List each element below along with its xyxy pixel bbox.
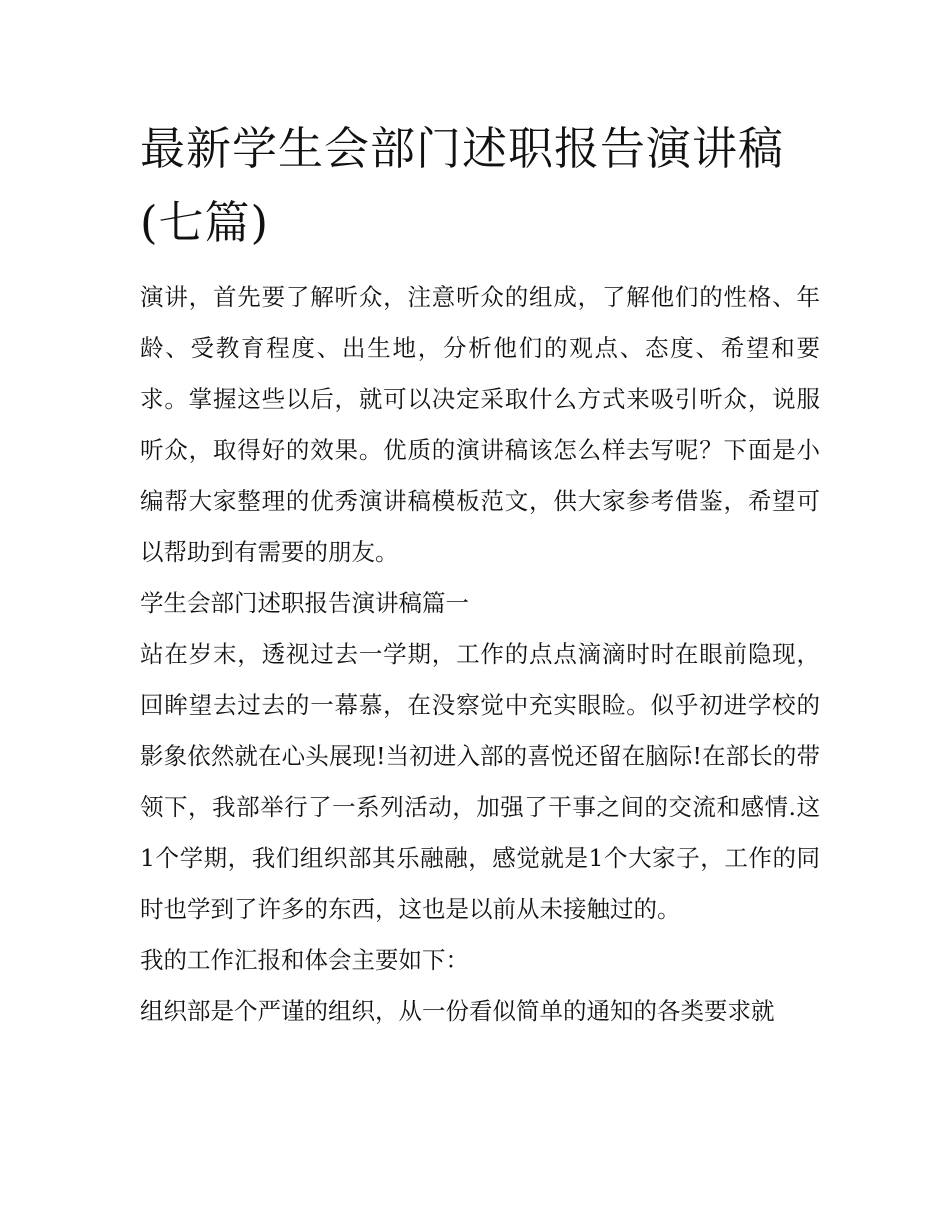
intro-paragraph: 演讲，首先要了解听众，注意听众的组成，了解他们的性格、年龄、受教育程度、出生地，分析他们的观点、态度、希望和要求。掌握这些以后，就可以决定采取什么方式来吸引听众，说服听众，取得好的效果。优质的演讲稿该怎么样去写呢？下面是小编帮大家整理的优秀演讲稿模板范文，供大家参考借鉴，希望可以帮助到有需要的朋友。 <box>140 283 820 566</box>
body-paragraph-1: 站在岁末，透视过去一学期，工作的点点滴滴时时在眼前隐现，回眸望去过去的一幕慕，在没察觉中充实眼睑。似乎初进学校的影象依然就在心头展现!当初进入部的喜悦还留在脑际!在部长的带领下，我部举行了一系列活动，加强了干事之间的交流和感情.这1个学期，我们组织部其乐融融，感觉就是1个大家子，工作的同时也学到了许多的东西，这也是以前从未接触过的。 <box>140 640 820 923</box>
section-heading: 学生会部门述职报告演讲稿篇一 <box>140 589 469 617</box>
document-title: 最新学生会部门述职报告演讲稿(七篇) <box>140 122 785 249</box>
body-paragraph-3: 组织部是个严谨的组织，从一份看似简单的通知的各类要求就 <box>140 997 775 1025</box>
body-paragraph-2: 我的工作汇报和体会主要如下： <box>140 946 469 974</box>
document-page <box>140 112 820 1037</box>
